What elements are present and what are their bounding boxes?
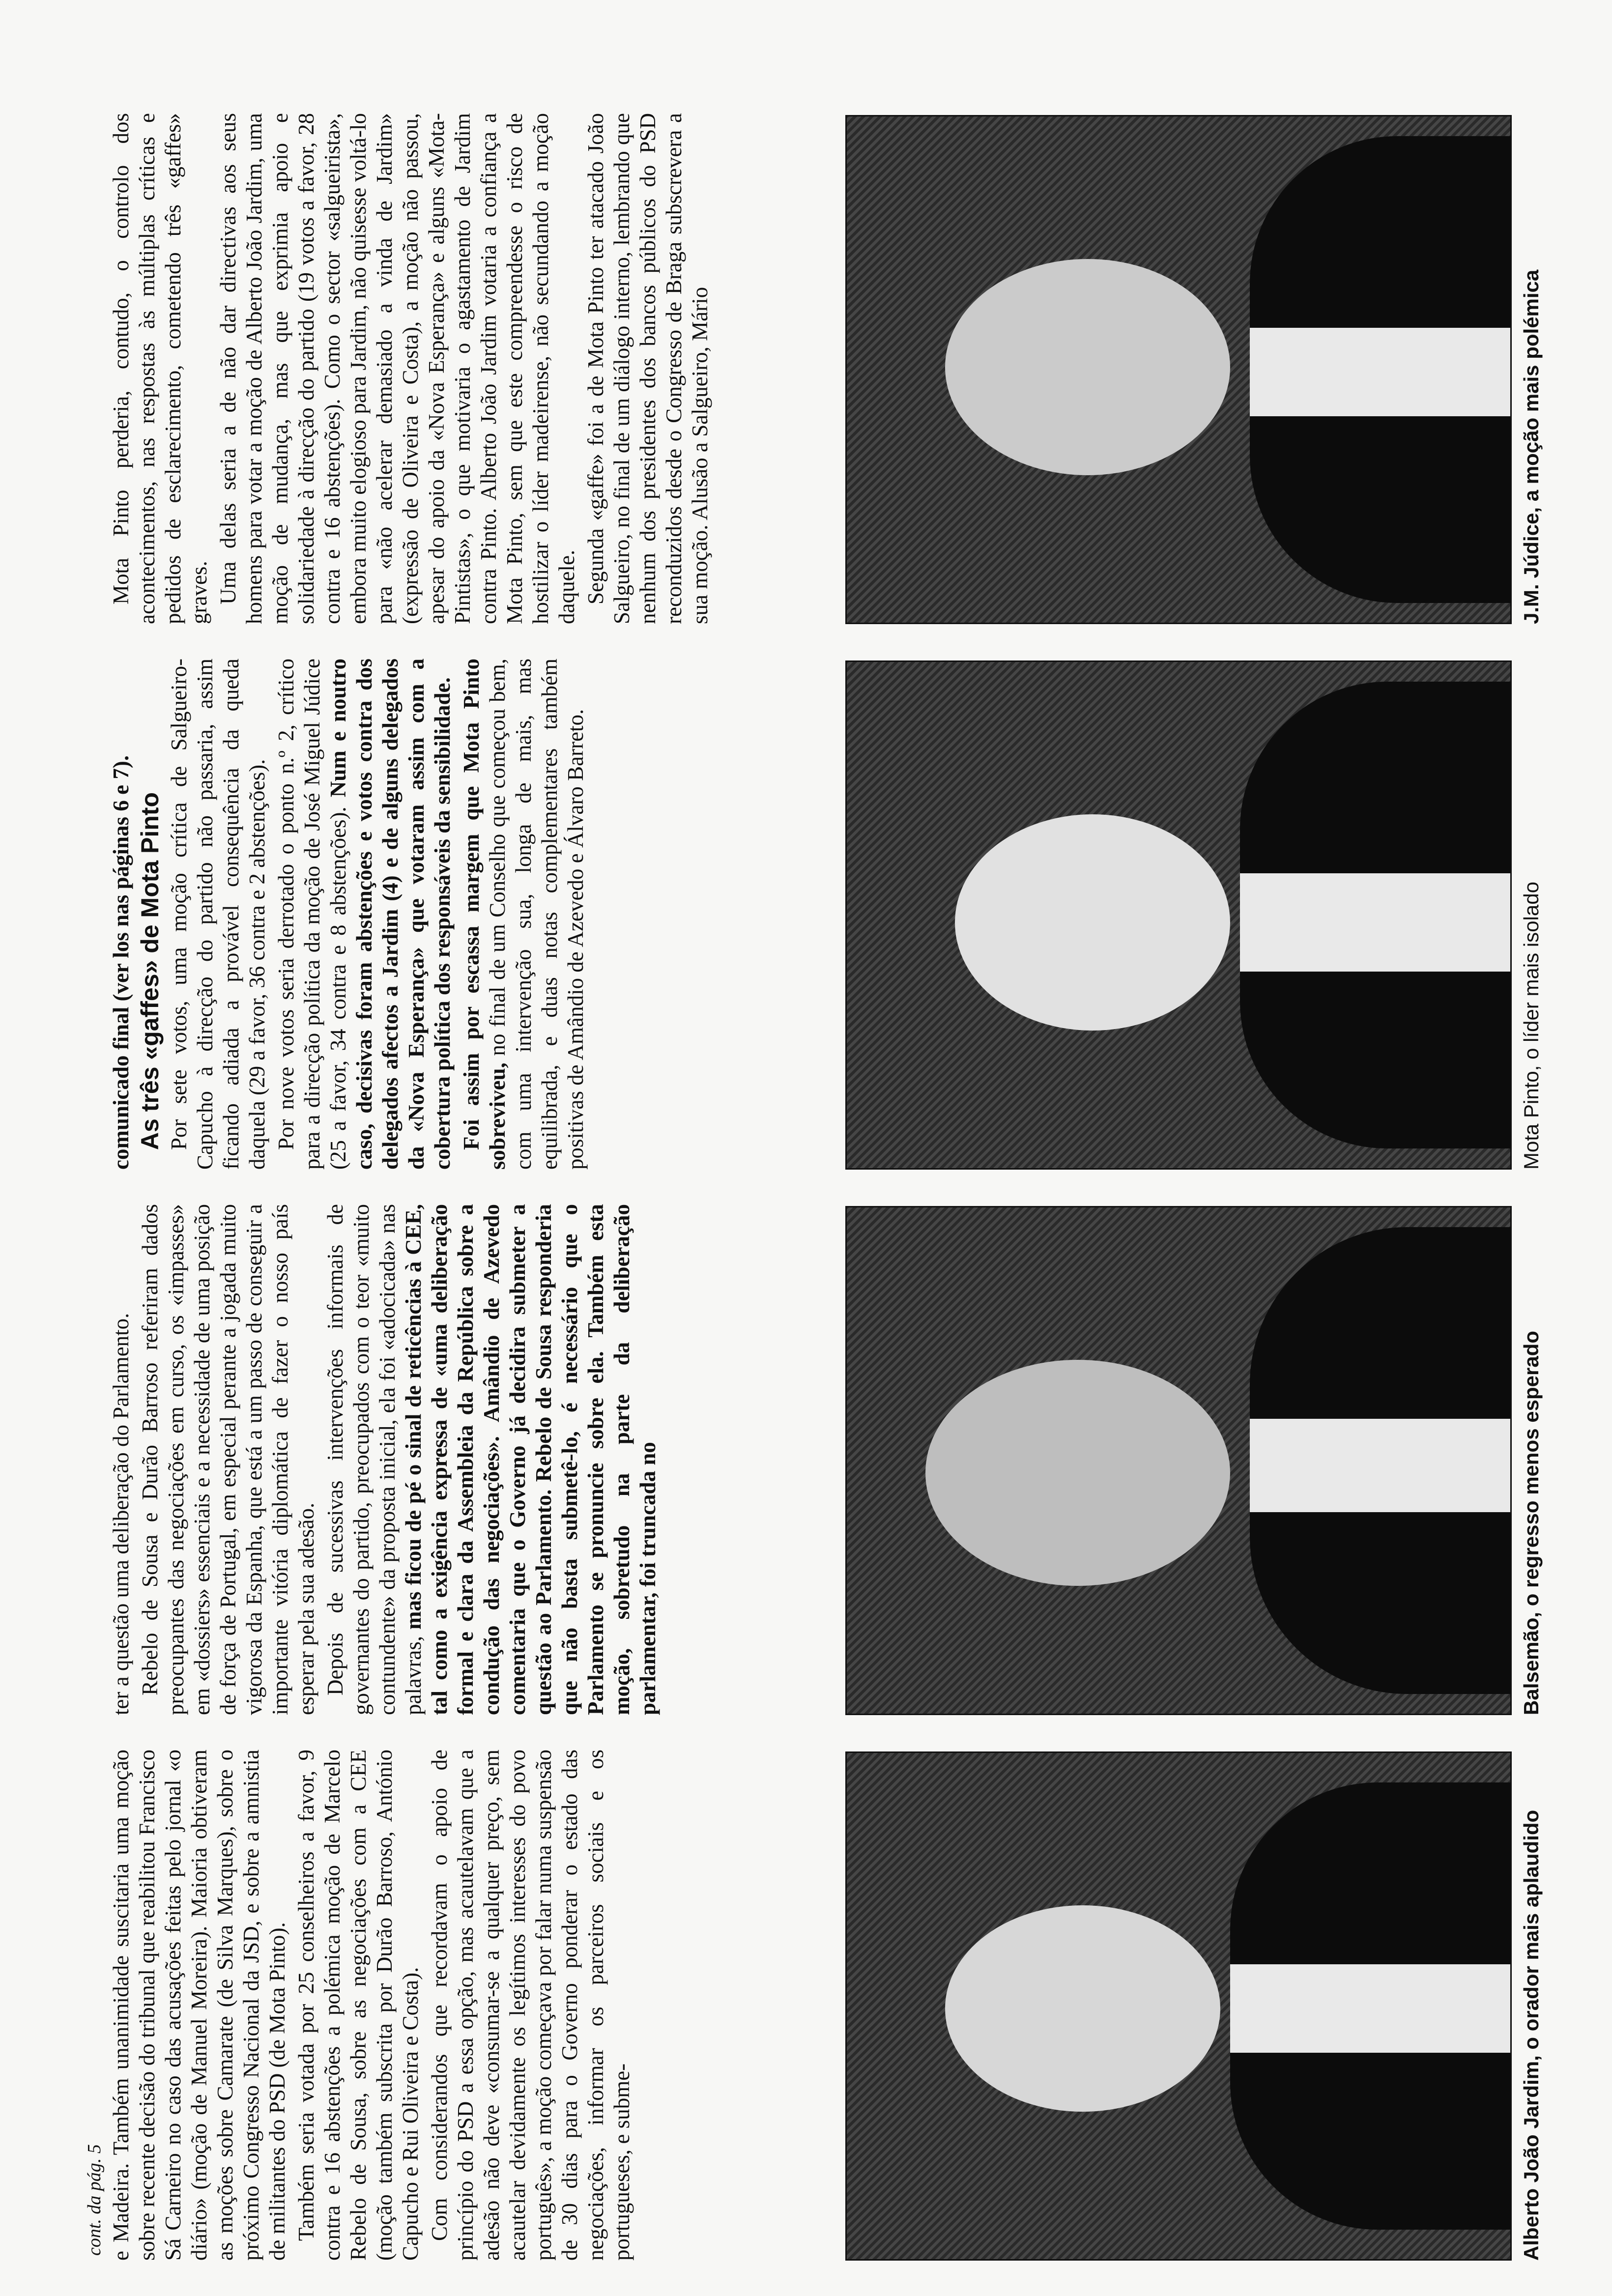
paragraph: ter a questão uma deliberação do Parlamento.: [109, 1313, 133, 1715]
paragraph-bold-text: mas ficou de pé o sinal de reticências à CEE, tal como a exigência expressa de «uma deliberação formal e clara da Assembleia da República sobre a condução das negociações». Amândio de Azevedo comentaria que o Governo já decidira submeter a questão ao Parlamento. Rebelo de Sousa responderia que não basta submetê-lo, é necessário que o Parlamento se pronuncie sobre ela. Também esta moção, sobretudo na parte da deliberação parlamentar, foi truncada no: [401, 1204, 660, 1715]
paragraph: Também seria votada por 25 conselheiros a favor, 9 contra e 16 abstenções a polémica moção de Marcelo Rebelo de Sousa, sobre as negociações com a CEE (moção também subscrita por Durão Barroso, António Capucho e Rui Oliveira e Costa).: [294, 1750, 423, 2261]
section-heading: As três «gaffes» de Mota Pinto: [136, 792, 164, 1150]
paragraph: [459, 659, 589, 1170]
paragraph: Segunda «gaffe» foi a de Mota Pinto ter atacado João Salgueiro, no final de um diálogo interno, lembrando que nenhum dos presidentes dos bancos públicos do PSD reconduzidos desde o Congresso de Braga subscrevera a sua moção. Alusão a Salgueiro, Mário: [583, 113, 712, 624]
paragraph: Rebelo de Sousa e Durão Barroso referiram dados preocupantes das negociações em curso, os «impasses» em «dossiers» essenciais e a necessidade de uma posição de força de Portugal, em especial perante a jogada muito vigorosa da Espanha, que está a um passo de conseguir a importante vitória diplomática de fazer o nosso país esperar pela sua adesão.: [138, 1204, 318, 1715]
article-column-3: [108, 659, 592, 1170]
face-shape: [925, 1360, 1230, 1586]
photo-caption: J.M. Júdice, a moção mais polémica: [1520, 269, 1543, 624]
photo-strip: [845, 69, 1612, 2261]
face-shape: [955, 814, 1230, 1031]
paragraph: Mota Pinto perderia, contudo, o controlo dos acontecimentos, nas respostas às múltiplas críticas e pedidos de esclarecimento, cometendo três «gaffes» graves.: [109, 113, 211, 624]
article-column-1: [108, 1750, 638, 2261]
newspaper-page: [59, 69, 1553, 2261]
photo-balsemao: [845, 1206, 1512, 1715]
photo-caption: Mota Pinto, o líder mais isolado: [1520, 882, 1543, 1170]
paragraph-text: Por nove votos seria derrotado o ponto n.º 2, crítico para a direcção política da moção de José Miguel Júdice (25 a favor, 34 contra e 8 abstenções).: [274, 659, 350, 1170]
paragraph: comunicado final (ver los nas páginas 6 e 7).: [109, 755, 133, 1170]
shirt-shape: [1250, 328, 1510, 416]
photo-caption: Alberto João Jardim, o orador mais aplaudido: [1520, 1809, 1543, 2261]
paragraph: e Madeira. Também unanimidade suscitaria uma moção sobre recente decisão do tribunal que reabilitou Francisco Sá Carneiro no caso das acusações feitas pelo jornal «o diário» (moção de Manuel Moreira). Maioria obtiveram as moções sobre Camarate (de Silva Marques), sobre o próximo Congresso Nacional da JSD, e sobre a amnistia de militantes do PSD (de Mota Pinto).: [109, 1750, 289, 2261]
shirt-shape: [1250, 1419, 1510, 1512]
continuation-note: cont. da pág. 5: [84, 2144, 105, 2256]
paragraph: Uma delas seria a de não dar directivas aos seus homens para votar a moção de Alberto João Jardim, uma moção de mudança, mas que exprimia apoio e solidariedade à direcção do partido (19 votos a favor, 28 contra e 16 abstenções). Como o sector «salgueirista», embora muito elogioso para Jardim, não quisesse voltá-lo para «não acelerar demasiado a vinda de Jardim» (expressão de Oliveira e Costa), a moção não passou, apesar do apoio da «Nova Esperança» e alguns «Mota-Pintistas», o que motivaria o agastamento de Jardim contra Pinto. Alberto João Jardim votaria a confiança a Mota Pinto, sem que este compreendesse o risco de hostilizar o líder madeirense, não secundando a moção daquele.: [216, 113, 579, 624]
article-column-4: [108, 113, 716, 624]
paragraph: Por sete votos, uma moção crítica de Salgueiro-Capucho à direcção do partido não passaria, assim ficando adiada a provável consequência da queda daquela (29 a favor, 36 contra e 2 abstenções).: [167, 659, 269, 1170]
paragraph: Com considerandos que recordavam o apoio de princípio do PSD a essa opção, mas acautelavam que a adesão não deve «consumar-se a qualquer preço, sem acautelar devidamente os legítimos interesses do povo português», a moção começava por falar numa suspensão de 30 dias para o Governo ponderar o estado das negociações, informar os parceiros sociais e os portugueses, e subme-: [427, 1750, 634, 2261]
shirt-shape: [1230, 1964, 1510, 2053]
paragraph: [322, 1204, 661, 1715]
face-shape: [945, 1905, 1220, 2112]
article-column-2: [108, 1204, 664, 1715]
paragraph-bold-text: Num e noutro caso, decisivas foram abstenções e votos contra dos delegados afectos a Jardim (4) e de alguns delegados da «Nova Esperança» que votaram assim com a cobertura política dos responsáveis da sensibilidade.: [326, 659, 455, 1170]
shirt-shape: [1240, 873, 1510, 972]
photo-mota-pinto: [845, 660, 1512, 1170]
photo-caption: Balsemão, o regresso menos esperado: [1520, 1331, 1543, 1715]
photo-jm-judice: [845, 115, 1512, 624]
paragraph-text: Depois de sucessivas intervenções informais de governantes do partido, preocupados com o teor «muito contundente» da proposta inicial, ela foi «adocicada» nas palavras,: [323, 1204, 426, 1715]
paragraph: [273, 659, 456, 1170]
face-shape: [945, 259, 1230, 475]
photo-alberto-joao-jardim: [845, 1751, 1512, 2261]
paragraph-bold-text: Foi assim por escassa margem que Mota Pinto sobreviveu,: [459, 659, 510, 1170]
paragraph-text: no final de um Conselho que começou bem, com uma intervenção sua, longa de mais, mas equilibrada, e duas notas complementares também positivas de Amândio de Azevedo e Álvaro Barreto.: [485, 659, 588, 1170]
